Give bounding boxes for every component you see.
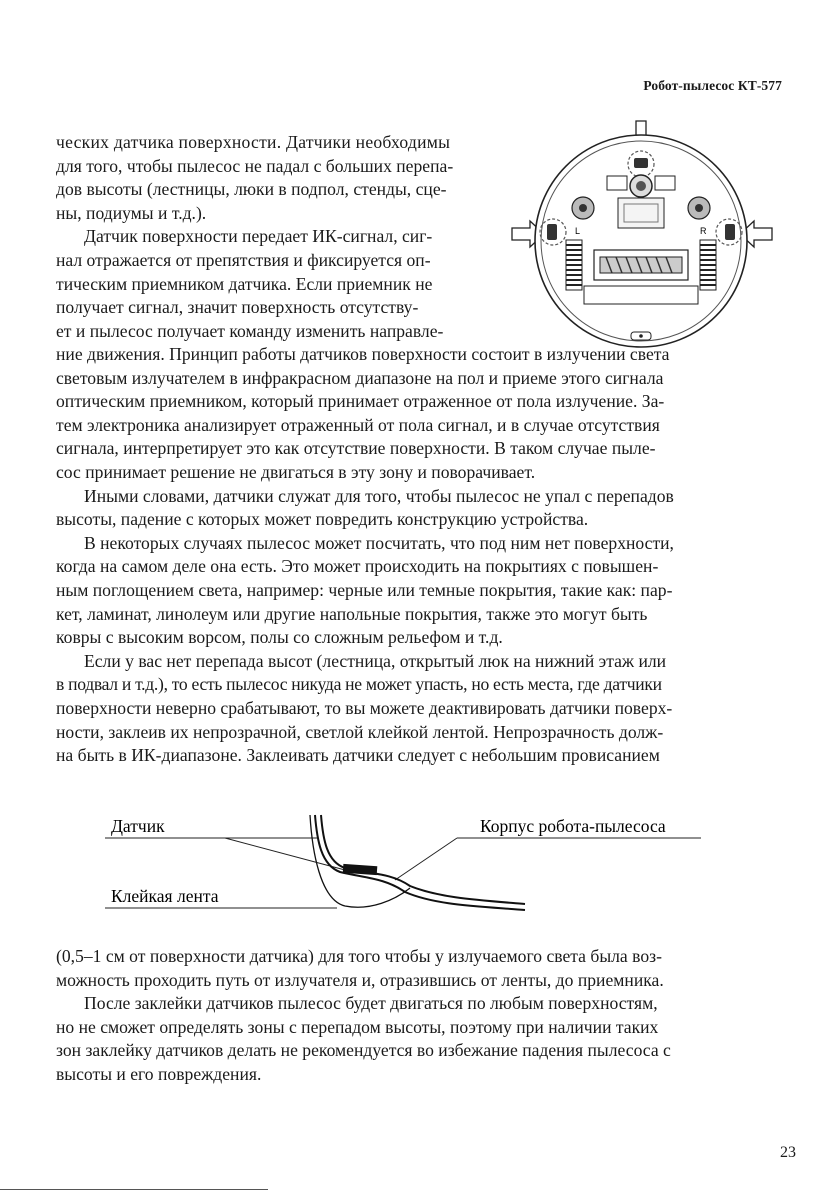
bottom-rule: [0, 1189, 268, 1190]
text-line: ковры с высоким ворсом, полы со сложным рельефом и т.д.: [56, 627, 503, 648]
text-line: высоты и его повреждения.: [56, 1063, 262, 1084]
text-line: высоты, падение с которых может повредить конструкцию устройства.: [56, 509, 589, 530]
label-sensor: Датчик: [111, 816, 165, 836]
text-line: оптическим приемником, который принимает отраженное от пола излучение. За-: [56, 391, 665, 412]
text-line: нал отражается от препятствия и фиксируется оп-: [56, 249, 431, 270]
text-line: тем электроника анализирует отраженный от пола сигнал, и в случае отсутствия: [56, 414, 660, 435]
text-line: После заклейки датчиков пылесос будет двигаться по любым поверхностям,: [84, 993, 658, 1014]
text-line: световым излучателем в инфракрасном диапазоне на пол и приеме этого сигнала: [56, 367, 664, 388]
text-line: (0,5–1 см от поверхности датчика) для того чтобы у излучаемого света была воз-: [56, 946, 662, 966]
drive-wheel-left: [566, 240, 582, 290]
paragraph-block-2: [56, 343, 768, 768]
text-line: можность проходить путь от излучателя и, отразившись от ленты, до приемника.: [56, 969, 664, 990]
text-line: получает сигнал, значит поверхность отсутству-: [56, 297, 419, 318]
paragraph-block-1: [56, 131, 506, 343]
main-brush: [594, 250, 688, 280]
text-line: на быть в ИК-диапазоне. Заклеивать датчики следует с небольшим провисанием: [56, 745, 660, 766]
page-number: 23: [780, 1144, 796, 1161]
tape-diagram-figure: [105, 810, 705, 920]
label-l: L: [575, 226, 581, 236]
text-line: поверхности неверно срабатывают, то вы можете деактивировать датчики поверх-: [56, 697, 673, 718]
text-line: сигнала, интерпретирует это как отсутствие поверхности. В таком случае пыле-: [56, 438, 656, 459]
battery-cover: [618, 198, 664, 228]
text-line: ности, заклеив их непрозрачной, светлой клейкой лентой. Непрозрачность долж-: [56, 721, 664, 742]
text-line: Датчик поверхности передает ИК-сигнал, сиг-: [84, 226, 433, 247]
paragraph-block-3: [56, 945, 768, 1087]
text-line: кет, ламинат, линолеум или другие напольные покрытия, также это могут быть: [56, 603, 648, 624]
text-line: ние движения. Принцип работы датчиков поверхности состоит в излучении света: [56, 344, 670, 364]
text-line: В некоторых случаях пылесос может посчитать, что под ним нет поверхности,: [84, 532, 674, 553]
adhesive-tape-curve: [310, 815, 410, 907]
drive-wheel-right: [700, 240, 716, 290]
robot-bottom-view-figure: [510, 116, 776, 358]
text-line: когда на самом деле она есть. Это может происходить на покрытиях с повышен-: [56, 556, 659, 577]
text-line: зон заклейку датчиков делать не рекомендуется во избежание падения пылесоса с: [56, 1040, 671, 1061]
text-line: для того, чтобы пылесос не падал с больших перепа-: [56, 155, 454, 176]
text-line: сос принимает решение не двигаться в эту зону и поворачивает.: [56, 461, 536, 482]
text-line: ет и пылесос получает команду изменить направле-: [56, 320, 444, 341]
dust-bin: [584, 286, 698, 304]
label-robot-body: Корпус робота-пылесоса: [480, 816, 666, 836]
label-r: R: [700, 226, 707, 236]
text-line: ным поглощением света, например: черные или темные покрытия, такие как: пар-: [56, 579, 673, 600]
text-line: Если у вас нет перепада высот (лестница, открытый люк на нижний этаж или: [84, 650, 667, 671]
text-line: ны, подиумы и т.д.).: [56, 202, 207, 223]
running-header: Робот-пылесос КТ-577: [643, 78, 782, 93]
text-line: дов высоты (лестницы, люки в подпол, стенды, сце-: [56, 179, 447, 200]
text-line: тическим приемником датчика. Если приемник не: [56, 273, 433, 294]
text-line: ческих датчика поверхности. Датчики необходимы: [56, 132, 451, 152]
text-line: Иными словами, датчики служат для того, чтобы пылесос не упал с перепадов: [84, 485, 674, 506]
text-line: в подвал и т.д.), то есть пылесос никуда не может упасть, но есть места, где датчики: [56, 674, 662, 695]
text-line: но не сможет определять зоны с перепадом высоты, поэтому при наличии таких: [56, 1016, 659, 1037]
label-adhesive-tape: Клейкая лента: [111, 886, 219, 906]
